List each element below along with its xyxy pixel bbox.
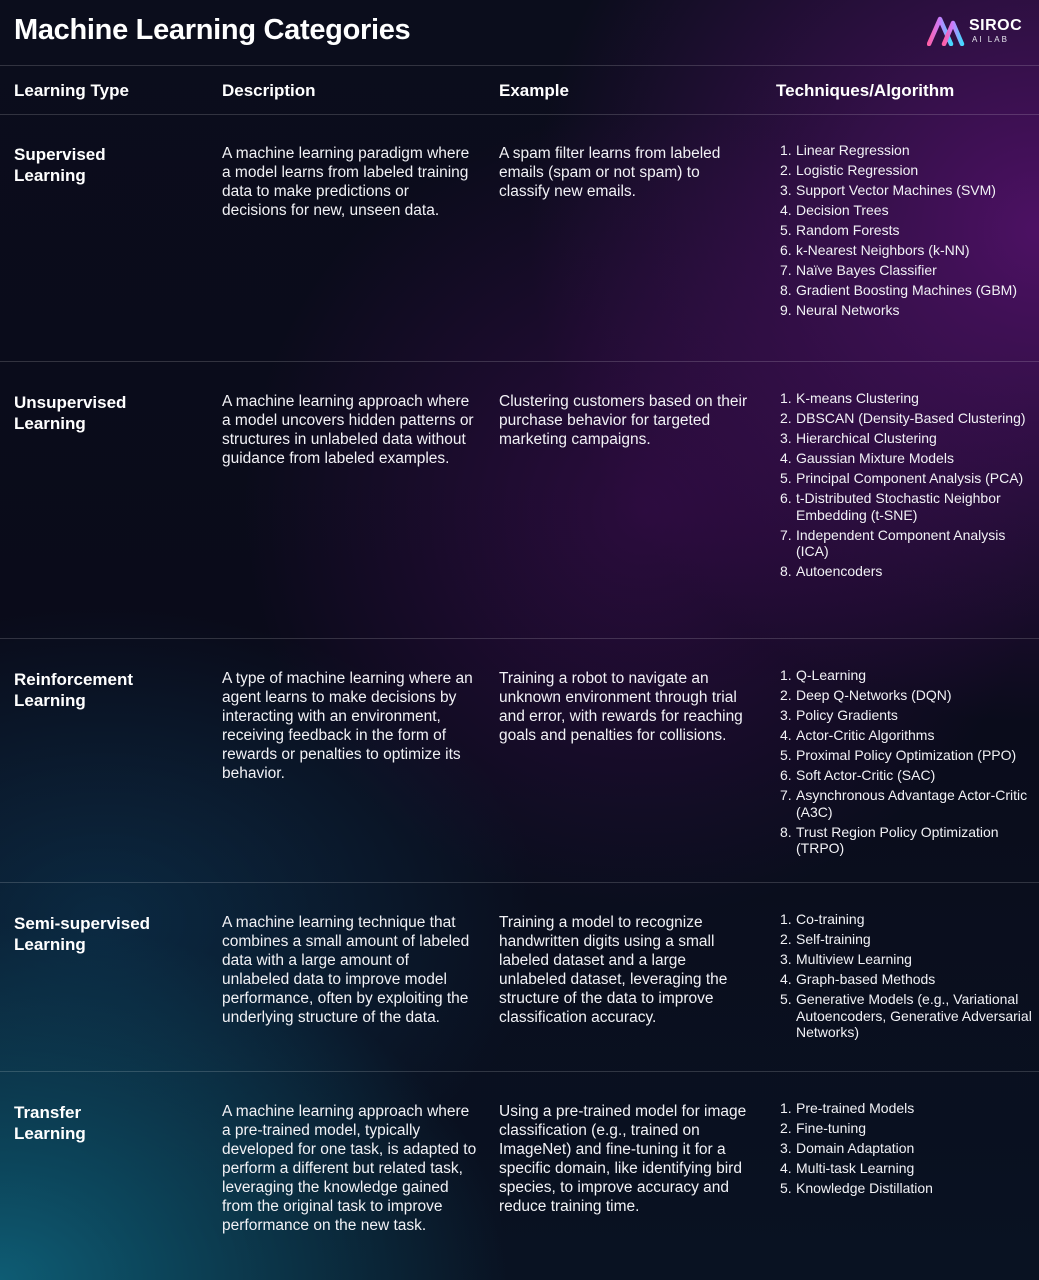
technique-label: Deep Q-Networks (DQN)	[796, 687, 952, 703]
technique-label: Co-training	[796, 911, 865, 927]
learning-type	[14, 1102, 194, 1144]
technique-label: Proximal Policy Optimization (PPO)	[796, 747, 1017, 763]
techniques-list	[776, 390, 1034, 583]
technique-label: Asynchronous Advantage Actor-Critic (A3C)	[796, 787, 1028, 820]
technique-item	[776, 767, 1034, 784]
header-description: Description	[222, 81, 316, 100]
technique-item	[776, 747, 1034, 764]
example: Training a robot to navigate an unknown environment through trial and error, with rewards for reaching goals and penalties for collisions.	[499, 670, 743, 744]
technique-number: 6.	[780, 242, 792, 258]
technique-number: 3.	[780, 951, 792, 967]
table-row-unsupervised	[0, 362, 1039, 638]
technique-number: 7.	[780, 262, 792, 278]
technique-number: 3.	[780, 707, 792, 723]
technique-number: 5.	[780, 470, 792, 486]
technique-item	[776, 162, 1034, 179]
techniques-list	[776, 142, 1034, 322]
learning-type-line: Reinforcement	[14, 670, 134, 689]
learning-type-line: Transfer	[14, 1103, 82, 1122]
header-techniques: Techniques/Algorithm	[776, 81, 955, 100]
technique-label: Neural Networks	[796, 302, 900, 318]
header-learning-type: Learning Type	[14, 81, 129, 100]
description: A machine learning approach where a pre-trained model, typically developed for one task, is adapted to perform a different but related task, leveraging the knowledge gained from the original task to improve performance on the new task.	[222, 1103, 477, 1234]
technique-number: 8.	[780, 563, 792, 579]
technique-item	[776, 1120, 1034, 1137]
technique-item	[776, 911, 1034, 928]
technique-number: 1.	[780, 142, 792, 158]
technique-number: 7.	[780, 787, 792, 803]
technique-number: 4.	[780, 727, 792, 743]
technique-item	[776, 563, 1034, 580]
technique-item	[776, 490, 1034, 523]
technique-label: Policy Gradients	[796, 707, 898, 723]
technique-label: Fine-tuning	[796, 1120, 867, 1136]
technique-item	[776, 450, 1034, 467]
technique-label: Trust Region Policy Optimization (TRPO)	[796, 823, 999, 856]
technique-item	[776, 1140, 1034, 1157]
technique-label: Knowledge Distillation	[796, 1180, 933, 1196]
header-example: Example	[499, 81, 569, 100]
learning-type-line: Learning	[14, 166, 86, 185]
technique-label: Domain Adaptation	[796, 1140, 915, 1156]
learning-type-line: Supervised	[14, 145, 106, 164]
learning-type-line: Learning	[14, 414, 86, 433]
learning-type	[14, 669, 194, 711]
technique-item	[776, 202, 1034, 219]
technique-item	[776, 430, 1034, 447]
technique-number: 2.	[780, 687, 792, 703]
logo-name: SIROC	[969, 17, 1023, 34]
technique-label: Multiview Learning	[796, 951, 912, 967]
technique-label: Pre-trained Models	[796, 1100, 915, 1116]
technique-number: 1.	[780, 911, 792, 927]
technique-item	[776, 390, 1034, 407]
technique-label: Random Forests	[796, 222, 900, 238]
table-row-transfer	[0, 1072, 1039, 1280]
table-header-row	[0, 66, 1039, 114]
technique-number: 3.	[780, 1140, 792, 1156]
technique-item	[776, 727, 1034, 744]
learning-type-line: Unsupervised	[14, 393, 127, 412]
technique-item	[776, 410, 1034, 427]
technique-number: 2.	[780, 931, 792, 947]
technique-number: 6.	[780, 490, 792, 506]
page-title: Machine Learning Categories	[14, 14, 411, 46]
technique-label: Principal Component Analysis (PCA)	[796, 470, 1024, 486]
technique-item	[776, 687, 1034, 704]
technique-label: Gradient Boosting Machines (GBM)	[796, 282, 1017, 298]
technique-label: Hierarchical Clustering	[796, 430, 937, 446]
technique-item	[776, 142, 1034, 159]
technique-label: Self-training	[796, 931, 871, 947]
learning-type	[14, 392, 194, 434]
technique-number: 4.	[780, 450, 792, 466]
technique-label: Support Vector Machines (SVM)	[796, 182, 996, 198]
example: Clustering customers based on their purchase behavior for targeted marketing campaigns.	[499, 393, 748, 448]
technique-number: 5.	[780, 991, 792, 1007]
siroc-logo-icon	[927, 16, 965, 46]
learning-type-line: Learning	[14, 1124, 86, 1143]
technique-item	[776, 991, 1034, 1041]
technique-item	[776, 667, 1034, 684]
technique-number: 9.	[780, 302, 792, 318]
technique-label: Soft Actor-Critic (SAC)	[796, 767, 936, 783]
technique-item	[776, 931, 1034, 948]
technique-number: 2.	[780, 410, 792, 426]
learning-type-line: Semi-supervised	[14, 914, 151, 933]
technique-number: 1.	[780, 1100, 792, 1116]
technique-number: 6.	[780, 767, 792, 783]
example: Training a model to recognize handwritten digits using a small labeled dataset and a large unlabeled dataset, leveraging the structure of the data to improve classification accuracy.	[499, 914, 728, 1026]
technique-item	[776, 302, 1034, 319]
technique-number: 4.	[780, 1160, 792, 1176]
table-row-reinforcement	[0, 639, 1039, 882]
technique-item	[776, 1160, 1034, 1177]
technique-number: 3.	[780, 430, 792, 446]
technique-item	[776, 1180, 1034, 1197]
technique-number: 1.	[780, 667, 792, 683]
technique-label: Gaussian Mixture Models	[796, 450, 954, 466]
description: A machine learning technique that combines a small amount of labeled data with a large amount of unlabeled data to improve model performance, often by exploiting the underlying structure of the data.	[222, 914, 470, 1026]
table-row-semi-supervised	[0, 883, 1039, 1071]
learning-type	[14, 144, 194, 186]
technique-label: Q-Learning	[796, 667, 867, 683]
technique-number: 1.	[780, 390, 792, 406]
techniques-list	[776, 667, 1034, 860]
technique-number: 2.	[780, 162, 792, 178]
technique-number: 5.	[780, 747, 792, 763]
technique-item	[776, 824, 1034, 857]
technique-label: Naïve Bayes Classifier	[796, 262, 937, 278]
technique-item	[776, 222, 1034, 239]
technique-label: k-Nearest Neighbors (k-NN)	[796, 242, 970, 258]
technique-item	[776, 262, 1034, 279]
table-row-supervised	[0, 114, 1039, 361]
description: A machine learning approach where a model uncovers hidden patterns or structures in unlabeled data without guidance from labeled examples.	[222, 393, 474, 467]
technique-item	[776, 971, 1034, 988]
logo-subtitle: AI LAB	[972, 35, 1009, 44]
technique-item	[776, 787, 1034, 820]
techniques-list	[776, 911, 1034, 1044]
technique-label: Actor-Critic Algorithms	[796, 727, 935, 743]
description: A type of machine learning where an agent learns to make decisions by interacting with an environment, receiving feedback in the form of rewards or penalties to optimize its behavior.	[222, 670, 473, 782]
technique-label: Graph-based Methods	[796, 971, 936, 987]
technique-number: 5.	[780, 1180, 792, 1196]
techniques-list	[776, 1100, 1034, 1200]
technique-number: 4.	[780, 971, 792, 987]
technique-number: 7.	[780, 526, 792, 543]
technique-item	[776, 951, 1034, 968]
siroc-logo	[927, 15, 1023, 47]
technique-item	[776, 282, 1034, 299]
technique-label: K-means Clustering	[796, 390, 919, 406]
technique-item	[776, 1100, 1034, 1117]
technique-item	[776, 470, 1034, 487]
learning-type-line: Learning	[14, 691, 86, 710]
technique-item	[776, 707, 1034, 724]
technique-label: Independent Component Analysis (ICA)	[796, 526, 1006, 559]
example: A spam filter learns from labeled emails (spam or not spam) to classify new emails.	[499, 145, 721, 200]
technique-number: 3.	[780, 182, 792, 198]
technique-number: 5.	[780, 222, 792, 238]
learning-type-line: Learning	[14, 935, 86, 954]
technique-number: 8.	[780, 282, 792, 298]
learning-type	[14, 913, 194, 955]
technique-number: 8.	[780, 823, 792, 840]
technique-number: 4.	[780, 202, 792, 218]
technique-number: 2.	[780, 1120, 792, 1136]
description: A machine learning paradigm where a model learns from labeled training data to make predictions or decisions for new, unseen data.	[222, 145, 470, 219]
technique-item	[776, 242, 1034, 259]
technique-label: Generative Models (e.g., Variational Autoencoders, Generative Adversarial Networks)	[796, 991, 1032, 1040]
technique-label: Logistic Regression	[796, 162, 919, 178]
technique-label: t-Distributed Stochastic Neighbor Embedding (t-SNE)	[796, 490, 1001, 523]
example: Using a pre-trained model for image classification (e.g., trained on ImageNet) and fine-tuning it for a specific domain, like identifying bird species, to improve accuracy and reduce training time.	[499, 1103, 747, 1215]
technique-label: Multi-task Learning	[796, 1160, 915, 1176]
technique-label: Decision Trees	[796, 202, 889, 218]
technique-label: DBSCAN (Density-Based Clustering)	[796, 410, 1026, 426]
technique-label: Autoencoders	[796, 563, 883, 579]
technique-item	[776, 182, 1034, 199]
technique-label: Linear Regression	[796, 142, 910, 158]
technique-item	[776, 527, 1034, 560]
